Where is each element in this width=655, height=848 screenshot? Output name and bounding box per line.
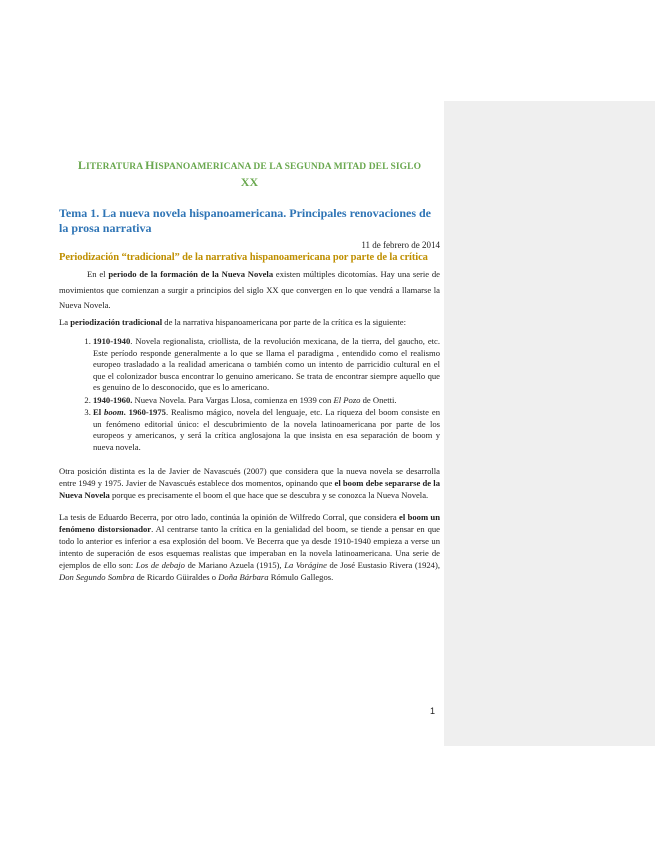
title-part: ISPANOAMERICANA DE LA SEGUNDA MITAD DEL SIGLO	[154, 162, 422, 172]
date-line: 11 de febrero de 2014	[361, 240, 440, 250]
title-line2: XX	[240, 175, 259, 189]
paragraph-3: Otra posición distinta es la de Javier de Navascués (2007) que considera que la nueva novela se desarrolla entre 1949 y 1975. Javier de Navascués establece dos momentos, opinando que el boom debe separarse de la Nueva Novela porque es precisamente el boom el que hace que se descubra y se conozca la Nueva Novela.	[59, 466, 440, 500]
list-item: 2. 1940-1960. Nueva Novela. Para Vargas Llosa, comienza en 1939 con El Pozo de Onetti.	[93, 395, 440, 407]
title-part: ITERATURA	[86, 162, 146, 172]
paragraph-1: En el periodo de la formación de la Nueva Novela existen múltiples dicotomías. Hay una serie de movimientos que comienzan a surgir a principios del siglo XX que convergen en lo que vendrá a llamarse la Nueva Novela.	[59, 269, 440, 310]
paragraph-4: La tesis de Eduardo Becerra, por otro lado, continúa la opinión de Wilfredo Corral, que considera el boom un fenómeno distorsionador. Al centrarse tanto la crítica en la genialidad del boom, se tiende a pensar en que todo lo anterior es inferior a esa explosión del boom. Ve Becerra que ya desde 1910-1940 empieza a verse un intento de superación de esos esquemas realistas que imperaban en la novela latinoamericana. Una serie de ejemplos de ello son: Los de debajo de Mariano Azuela (1915), La Vorágine de José Eustasio Rivera (1924), Don Segundo Sombra de Ricardo Güiraldes o Doña Bárbara Rómulo Gallegos.	[59, 512, 440, 582]
paragraph-2: La periodización tradicional de la narrativa hispanoamericana por parte de la crítica es la siguiente:	[59, 316, 406, 327]
comment-margin-pane	[444, 101, 655, 746]
list-item: 3. El boom. 1960-1975. Realismo mágico, novela del lenguaje, etc. La riqueza del boom consiste en un fenómeno editorial único: el descubrimiento de la novela latinoamericana por parte de los europeos y americanos, y será la crítica anglosajona la que insista en esa separación de boom y nueva novela.	[93, 407, 440, 453]
document-title	[59, 158, 440, 190]
list-item: 1. 1910-1940. Novela regionalista, criollista, de la revolución mexicana, de la tierra, del gaucho, etc. Este período responde generalmente a lo que se llama el paradigma , entendido como el realismo europeo trasladado a la realidad americana o también como un intento de parricidio cultural en el que el colonizador busca encontrar lo genuino americano. Se trata de encontrar siempre aquello que es genuino de lo desconocido, que es lo americano.	[93, 336, 440, 394]
topic-heading: Tema 1. La nueva novela hispanoamericana. Principales renovaciones de la prosa narrativa	[59, 206, 432, 235]
section-subheading: Periodización “tradicional” de la narrativa hispanoamericana por parte de la crítica	[59, 252, 428, 263]
page-number: 1	[430, 706, 436, 716]
periodization-list	[59, 336, 440, 453]
page-content	[59, 158, 440, 583]
title-part: L	[77, 158, 86, 172]
title-part: H	[145, 158, 155, 172]
